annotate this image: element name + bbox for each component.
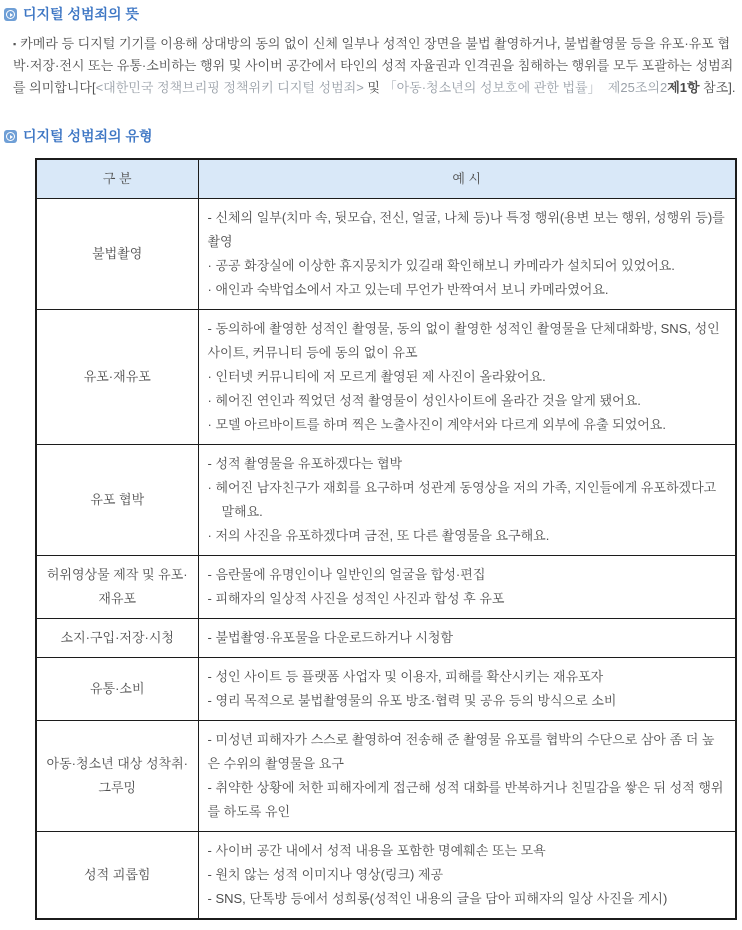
table-row [36, 310, 736, 445]
category-cell: 유포 협박 [36, 445, 198, 556]
types-table [35, 158, 737, 920]
play-circle-icon [4, 130, 17, 143]
table-row [36, 445, 736, 556]
category-cell: 유통·소비 [36, 658, 198, 721]
example-line: - 사이버 공간 내에서 성적 내용을 포함한 명예훼손 또는 모욕 [207, 843, 546, 858]
example-line: - SNS, 단톡방 등에서 성희롱(성적인 내용의 글을 담아 피해자의 일상 사진을 게시) [207, 891, 668, 906]
examples-cell [198, 556, 736, 619]
example-line: · 모델 아르바이트를 하며 찍은 노출사진이 계약서와 다르게 외부에 유출 되었어요. [207, 417, 666, 432]
example-line: - 동의하에 촬영한 성적인 촬영물, 동의 없이 촬영한 성적인 촬영물을 단체대화방, SNS, 성인사이트, 커뮤니티 등에 동의 없이 유포 [207, 321, 720, 360]
table-header-row [36, 159, 736, 199]
examples-cell [198, 619, 736, 658]
section-meaning-heading [4, 6, 737, 23]
definition-text-segment: 카메라 등 디지털 기기를 이용해 상대방의 동의 없이 신체 일부나 성적인 장면을 불법 촬영하거나, 불법촬영물 등을 유포·유포 협박·저장·전시 또는 유통·소비하는 행위 및 사이버 공간에서 타인의 성적 자율권과 인격권을 침해하는 행위를 모두 포괄하는 성범죄를 의미합니다[ [13, 36, 734, 95]
definition-text [13, 36, 736, 95]
definition-text-segment: 및 [363, 80, 384, 95]
table-row [36, 556, 736, 619]
table-row [36, 832, 736, 920]
play-circle-ring [6, 132, 15, 141]
example-line: · 인터넷 커뮤니티에 저 모르게 촬영된 제 사진이 올라왔어요. [207, 369, 546, 384]
table-row [36, 199, 736, 310]
examples-cell [198, 445, 736, 556]
example-line: - 피해자의 일상적 사진을 성적인 사진과 합성 후 유포 [207, 591, 505, 606]
examples-cell [198, 658, 736, 721]
example-line: - 신체의 일부(치마 속, 뒷모습, 전신, 얼굴, 나체 등)나 특정 행위(용변 보는 행위, 성행위 등)를 촬영 [207, 210, 725, 249]
example-line: - 성적 촬영물을 유포하겠다는 협박 [207, 456, 403, 471]
play-arrow [10, 13, 13, 17]
category-cell: 성적 괴롭힘 [36, 832, 198, 920]
example-line: - 성인 사이트 등 플랫폼 사업자 및 이용자, 피해를 확산시키는 재유포자 [207, 669, 604, 684]
reference-text: <대한민국 정책브리핑 정책위키 디지털 성범죄> [95, 80, 364, 95]
play-circle-ring [6, 10, 15, 19]
square-bullet-icon: ▪ [13, 39, 17, 49]
section-types-title: 디지털 성범죄의 유형 [23, 128, 153, 144]
header-category: 구 분 [36, 159, 198, 199]
definition-text-segment: 참조]. [699, 80, 736, 95]
header-example: 예 시 [198, 159, 736, 199]
example-line: - 영리 목적으로 불법촬영물의 유포 방조·협력 및 공유 등의 방식으로 소비 [207, 693, 617, 708]
reference-text: 「아동·청소년의 성보호에 관한 법률」 제25조의2 [383, 80, 668, 95]
examples-cell [198, 310, 736, 445]
definition-paragraph [13, 33, 737, 99]
table-row [36, 619, 736, 658]
category-cell: 허위영상물 제작 및 유포·재유포 [36, 556, 198, 619]
example-line: - 원치 않는 성적 이미지나 영상(링크) 제공 [207, 867, 444, 882]
category-cell: 유포·재유포 [36, 310, 198, 445]
example-line: · 저의 사진을 유포하겠다며 금전, 또 다른 촬영물을 요구해요. [207, 528, 550, 543]
section-types [4, 128, 737, 920]
category-cell: 소지·구입·저장·시청 [36, 619, 198, 658]
examples-cell [198, 199, 736, 310]
examples-cell [198, 832, 736, 920]
example-line: - 불법촬영·유포물을 다운로드하거나 시청함 [207, 630, 454, 645]
play-circle-icon [4, 8, 17, 21]
example-line: - 취약한 상황에 처한 피해자에게 접근해 성적 대화를 반복하거나 친밀감을 쌓은 뒤 성적 행위를 하도록 유인 [207, 780, 724, 819]
example-line: - 미성년 피해자가 스스로 촬영하여 전송해 준 촬영물 유포를 협박의 수단으로 삼아 좀 더 높은 수위의 촬영물을 요구 [207, 732, 715, 771]
table-row [36, 721, 736, 832]
section-meaning [4, 6, 737, 99]
example-line: · 헤어진 남자친구가 재회를 요구하며 성관계 동영상을 저의 가족, 지인들에게 유포하겠다고 말해요. [207, 480, 717, 519]
play-arrow [10, 135, 13, 139]
example-line: · 헤어진 연인과 찍었던 성적 촬영물이 성인사이트에 올라간 것을 알게 됐어요. [207, 393, 641, 408]
example-line: - 음란물에 유명인이나 일반인의 얼굴을 합성·편집 [207, 567, 486, 582]
table-row [36, 658, 736, 721]
section-types-heading [4, 128, 737, 145]
category-cell: 불법촬영 [36, 199, 198, 310]
examples-cell [198, 721, 736, 832]
example-line: · 애인과 숙박업소에서 자고 있는데 무언가 반짝여서 보니 카메라였어요. [207, 282, 609, 297]
example-line: · 공공 화장실에 이상한 휴지뭉치가 있길래 확인해보니 카메라가 설치되어 있었어요. [207, 258, 675, 273]
category-cell: 아동·청소년 대상 성착취·그루밍 [36, 721, 198, 832]
definition-text-segment: 제1항 [667, 80, 700, 95]
section-meaning-title: 디지털 성범죄의 뜻 [23, 6, 139, 22]
